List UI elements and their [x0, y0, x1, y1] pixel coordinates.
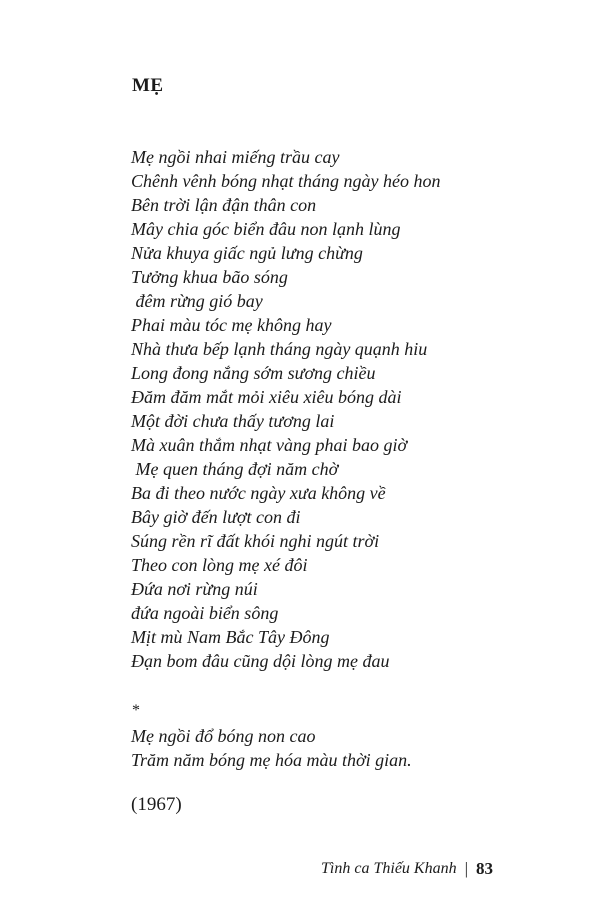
verse-line: đêm rừng gió bay: [131, 291, 263, 311]
page-number: 83: [476, 859, 493, 878]
verse-line: Súng rền rĩ đất khói nghi ngút trời: [131, 531, 380, 551]
verse-line: Long đong nắng sớm sương chiều: [131, 363, 376, 383]
verse-line: Chênh vênh bóng nhạt tháng ngày héo hon: [131, 171, 441, 191]
verse-line: đứa ngoài biển sông: [131, 603, 279, 623]
verse-line: Ba đi theo nước ngày xưa không về: [131, 483, 386, 503]
stanza-2: [131, 724, 412, 772]
verse-line: Tưởng khua bão sóng: [131, 267, 288, 287]
verse-line: Mẹ ngồi nhai miếng trầu cay: [131, 147, 340, 167]
verse-line: Đứa nơi rừng núi: [131, 579, 258, 599]
footer-divider: |: [464, 859, 468, 878]
poem-year: (1967): [131, 794, 182, 815]
verse-line: Mẹ quen tháng đợi năm chờ: [131, 459, 339, 479]
stanza-separator: *: [132, 702, 140, 719]
verse-line: Nửa khuya giấc ngủ lưng chừng: [131, 243, 363, 263]
verse-line: Đăm đăm mắt mỏi xiêu xiêu bóng dài: [131, 387, 402, 407]
verse-line: Mà xuân thắm nhạt vàng phai bao giờ: [131, 435, 408, 455]
poem-title: MẸ: [132, 75, 164, 96]
stanza-1: [131, 145, 440, 673]
verse-line: Đạn bom đâu cũng dội lòng mẹ đau: [131, 651, 390, 671]
verse-line: Một đời chưa thấy tương lai: [131, 411, 335, 431]
page-footer: [321, 859, 493, 879]
verse-line: Nhà thưa bếp lạnh tháng ngày quạnh hiu: [131, 339, 428, 359]
verse-line: Mây chia góc biển đâu non lạnh lùng: [131, 219, 401, 239]
verse-line: Trăm năm bóng mẹ hóa màu thời gian.: [131, 750, 412, 770]
verse-line: Phai màu tóc mẹ không hay: [131, 315, 332, 335]
verse-line: Bây giờ đến lượt con đi: [131, 507, 301, 527]
verse-line: Bên trời lận đận thân con: [131, 195, 317, 215]
verse-line: Mịt mù Nam Bắc Tây Đông: [131, 627, 330, 647]
verse-line: Mẹ ngồi đổ bóng non cao: [131, 726, 316, 746]
running-book-title: Tình ca Thiếu Khanh: [321, 860, 457, 877]
verse-line: Theo con lòng mẹ xé đôi: [131, 555, 308, 575]
